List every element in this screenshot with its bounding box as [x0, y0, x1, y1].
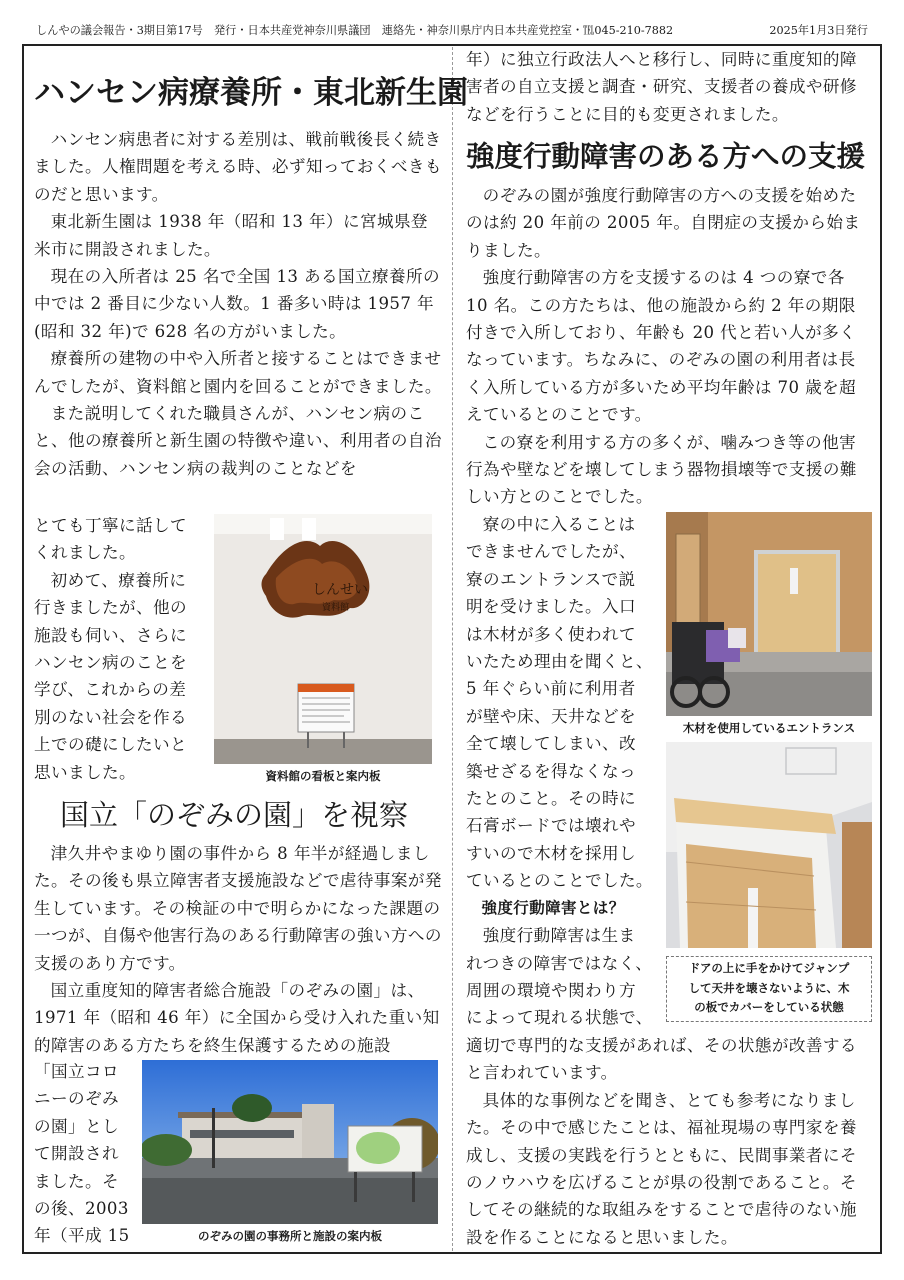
text-line: 築せざるを得なくなっ: [466, 761, 636, 781]
text-line: すいので木材を採用し: [466, 843, 636, 863]
caption-line: ドアの上に手をかけてジャンプ: [688, 961, 850, 975]
text-line: によって現れる状態で、: [466, 1008, 653, 1028]
article3-wrap-text: [466, 511, 666, 1032]
article2-paragraph: 国立重度知的障害者総合施設「のぞみの園」は、1971 年（昭和 46 年）に全国から受け入れた重い知的障害のある方たちを終生保護するための施設: [34, 981, 440, 1055]
text-line: 全て壊してしまい、改: [466, 734, 636, 754]
text-line: ハンセン病のことを: [34, 653, 187, 673]
text-line: 学び、これからの差: [34, 680, 187, 700]
article3-body: [466, 182, 872, 511]
nozomi-office-photo: [142, 1060, 438, 1224]
article2-body: [34, 840, 442, 1059]
text-line: 寮の中に入ることは: [482, 515, 636, 534]
article1-body: [34, 126, 442, 482]
caption-line: の板でカバーをしている状態: [694, 1000, 844, 1014]
nozomi-photo-caption: のぞみの園の事務所と施設の案内板: [198, 1229, 382, 1243]
article3-paragraph: この寮を利用する方の多くが、噛みつき等の他害行為や壁などを壊してしまう器物損壊等で支援の難しい方とのことでした。: [466, 432, 857, 507]
museum-photo-caption: 資料館の看板と案内板: [265, 769, 381, 783]
article1-paragraph: 現在の入所者は 25 名で全国 13 ある国立療養所の中では 2 番目に少ない人数。1 番多い時は 1957 年(昭和 32 年)で 628 名の方がいました。: [34, 267, 441, 341]
article3-paragraph: 具体的な事例などを聞き、とても参考になりました。その中で感じたことは、福祉現場の専門家を養成し、支援の実践を行うとともに、民間事業者にそのノウハウを広げることが県の役割であること。そしてその継続的な取組みをすることで虐待のない施設を作ることになると思いました。: [466, 1090, 857, 1247]
door-cover-photo: [666, 742, 872, 948]
article3-body-lower: [466, 1032, 872, 1251]
article1-paragraph: ハンセン病患者に対する差別は、戦前戦後長く続きました。人権問題を考える時、必ず知っておくべきものだと思います。: [34, 130, 442, 204]
text-line: 上での礎にしたいと: [34, 735, 187, 755]
article3-title: 強度行動障害のある方への支援: [466, 140, 866, 173]
text-line: の後、2003: [34, 1199, 129, 1219]
text-line: できませんでしたが、: [466, 542, 636, 562]
text-line: いたため理由を聞くと、: [466, 652, 653, 672]
article2-paragraph: 津久井やまゆり園の事件から 8 年半が経過しました。その後も県立障害者支援施設などで虐待事案が発生しています。その検証の中で明らかになった課題の一つが、自傷や他害行為のある行動障害の強い方への支援のあり方です。: [34, 844, 442, 973]
text-line: たとのこと。その時に: [466, 789, 636, 809]
entrance-photo: [666, 512, 872, 716]
article1-paragraph: 東北新生園は 1938 年（昭和 13 年）に宮城県登米市に開設されました。: [34, 212, 428, 259]
article1-title: ハンセン病療養所・東北新生園: [34, 75, 468, 111]
article2-cont-text: 年）に独立行政法人へと移行し、同時に重度知的障害者の自立支援と調査・研究、支援者の養成や研修などを行うことに目的も変更されました。: [466, 50, 857, 124]
text-line: て開設され: [34, 1144, 119, 1164]
text-line: とても丁寧に話して: [34, 516, 187, 535]
masthead: [36, 18, 868, 40]
text-line: 石膏ボードでは壊れや: [466, 816, 636, 836]
text-line: の園」とし: [34, 1116, 119, 1136]
text-line: ました。そ: [34, 1171, 119, 1191]
text-line: 別のない社会を作る: [34, 707, 187, 727]
text-line: 思いました。: [34, 762, 136, 782]
caption-line: して天井を壊さないように、木: [688, 980, 850, 995]
article2-continuation: [466, 46, 872, 128]
article1-paragraph: また説明してくれた職員さんが、ハンセン病のこと、他の療養所と新生園の特徴や違い、利用者の自治会の活動、ハンセン病の裁判のことなどを: [34, 404, 442, 478]
text-line: ているとのことでした。: [466, 871, 653, 891]
text-line: 行きましたが、他の: [34, 598, 187, 618]
door-photo-caption: [666, 956, 872, 1022]
text-line: くれました。: [34, 543, 136, 563]
entrance-photo-caption: 木材を使用しているエントランス: [682, 721, 856, 735]
issue-date: 2025年1月3日発行: [769, 24, 868, 37]
article2-wrap-text: [34, 1058, 144, 1250]
text-line: 周囲の環境や関わり方: [466, 980, 636, 1000]
article1-wrap-text: [34, 512, 214, 786]
column-divider: [452, 47, 453, 1251]
text-line: れつきの障害ではなく、: [466, 953, 653, 973]
text-line: 明を受けました。入口: [466, 597, 636, 617]
article1-paragraph: 療養所の建物の中や入所者と接することはできませんでしたが、資料館と園内を回ることができました。: [34, 349, 442, 396]
text-line: 施設も伺い、さらに: [34, 625, 187, 645]
article3-paragraph: 適切で専門的な支援があれば、その状態が改善すると言われています。: [466, 1036, 857, 1083]
text-line: 5 年ぐらい前に利用者: [466, 679, 636, 699]
article2-title: 国立「のぞみの園」を視察: [60, 798, 409, 832]
article3-subheading: 強度行動障害とは？: [481, 898, 625, 917]
article3-paragraph: のぞみの園が強度行動障害の方への支援を始めたのは約 20 年前の 2005 年。自閉症の支援から始まりました。: [466, 186, 861, 260]
article3-paragraph: 強度行動障害の方を支援するのは 4 つの寮で各 10 名。この方たちは、他の施設から約 2 年の期限付きで入所しており、年齢も 20 代と若い人が多くなっています。ちなみに、のぞみの園の利用者は長く入所している方が多いため平均年齢は 70 歳を超えているとのことです。: [466, 268, 857, 425]
museum-sign-photo: [214, 514, 432, 764]
svg-text:しんせい: しんせい: [312, 582, 368, 598]
text-line: 寮のエントランスで説: [466, 569, 636, 589]
text-line: 強度行動障害は生ま: [482, 926, 636, 946]
text-line: 「国立コロ: [34, 1062, 119, 1081]
text-line: が壁や床、天井などを: [466, 706, 636, 726]
text-line: ニーのぞみ: [34, 1089, 119, 1109]
text-line: 初めて、療養所に: [50, 570, 187, 590]
masthead-info: しんやの議会報告・3期目第17号 発行・日本共産党神奈川県議団 連絡先・神奈川県庁内日本共産党控室・℡045-210-7882: [36, 24, 674, 37]
text-line: は木材が多く使われて: [466, 624, 636, 644]
svg-text:資料館: 資料館: [322, 603, 350, 613]
text-line: 年（平成 15: [34, 1226, 130, 1246]
